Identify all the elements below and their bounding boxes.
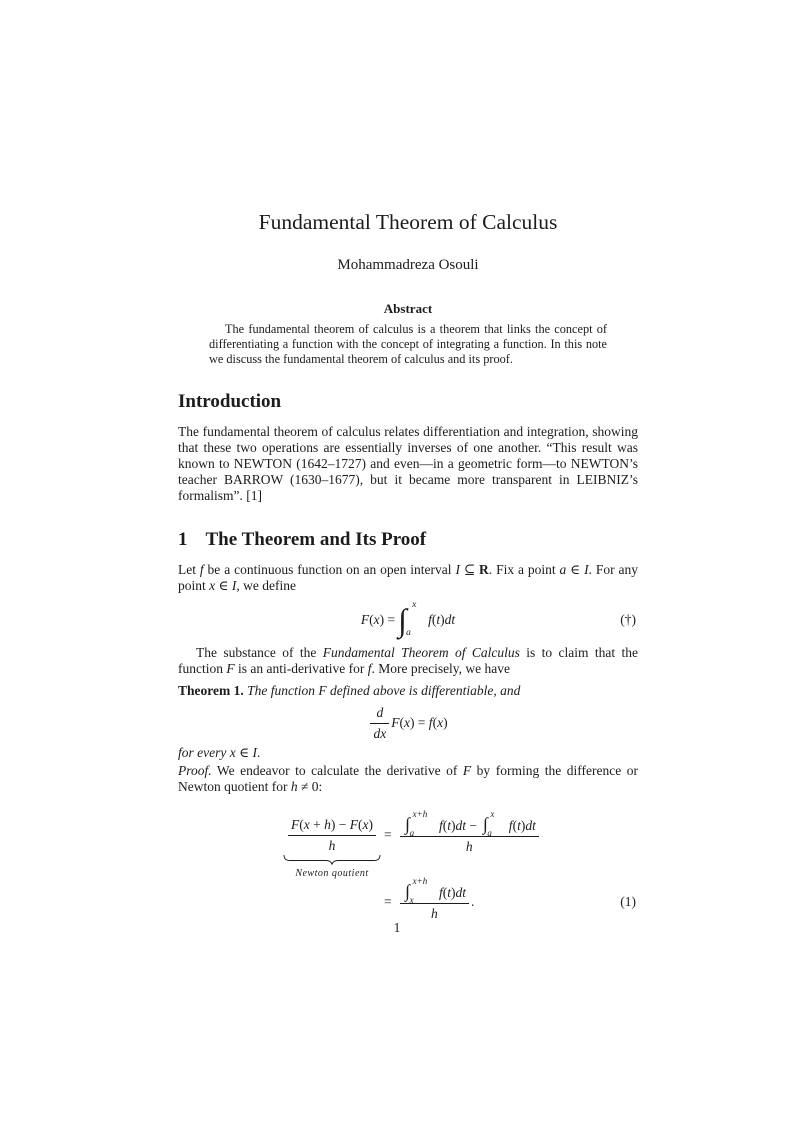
integral-lower-limit: a — [406, 627, 411, 638]
theorem-1 — [178, 683, 638, 699]
integral-sign: ∫ x+h x — [405, 876, 428, 906]
page-number: 1 — [393, 920, 401, 935]
fraction-ddx: $\frac{d}{dx}$ — [370, 705, 389, 742]
underbrace — [283, 855, 381, 865]
page-content — [178, 0, 638, 922]
integrand: f(t)dt — [508, 818, 536, 834]
underbrace-label: Newton qoutient — [295, 867, 369, 879]
theorem-body: The function F defined above is differentiable, and — [243, 683, 521, 699]
section-number: 1 — [178, 529, 188, 551]
display-equation-theorem — [178, 705, 638, 741]
newton-quotient-term — [286, 816, 378, 879]
section1-paragraph-1: Let f be a continuous function on an open interval I ⊆ R. Fix a point a ∈ I. For any point x ∈ I, we define — [178, 562, 638, 594]
integrand: f(t)dt — [439, 885, 467, 901]
integral-sign: ∫ x a — [482, 809, 495, 839]
abstract-heading: Abstract — [383, 301, 433, 316]
section1-paragraph-2: The substance of the Fundamental Theorem of Calculus is to claim that the function F is an anti-derivative for f. More precisely, we have — [178, 645, 638, 677]
integrand: f(t)dt — [428, 612, 456, 628]
abstract-text — [209, 322, 607, 366]
display-equation-definition — [178, 599, 638, 641]
theorem-equation-rhs: F(x) = f(x) — [391, 715, 448, 731]
derivation-line-2 — [178, 876, 638, 922]
derivation-equations — [178, 809, 638, 922]
section-heading-1 — [178, 528, 638, 552]
fraction-integrals: ∫ x+h a f(t)dt − ∫ x a f(t)dt h — [400, 815, 539, 855]
section-heading-introduction: Introduction — [178, 391, 282, 413]
equals-sign: = — [384, 894, 392, 910]
fraction-newton-quotient: $\frac{F(x + h) - F(x)}{h}$ — [288, 817, 376, 854]
proof-paragraph: Proof. We endeavor to calculate the derivative of F by forming the difference or Newton quotient for h ≠ 0: — [178, 763, 638, 795]
author: Mohammadreza Osouli — [337, 257, 479, 273]
abstract-paragraph: The fundamental theorem of calculus is a theorem that links the concept of differentiating a function with the concept of integrating a function. In this note we discuss the fundamental theorem of calculus and its proof. — [209, 322, 607, 366]
equation-tag-1: (1) — [620, 894, 636, 910]
equation-lhs: F(x) = — [360, 612, 396, 628]
integral-upper-limit: x — [412, 600, 417, 611]
introduction-paragraph: The fundamental theorem of calculus relates differentiation and integration, showing that these two operations are essentially inverses of one another. “This result was known to NEWTON (1642–1727) and even—in a geometric form—to NEWTON’s teacher BARROW (1630–1677), but it became more transparent in LEIBNIZ’s formalism”. [1] — [178, 424, 638, 504]
equation-tag-dagger: (†) — [620, 612, 636, 628]
minus-sign: − — [469, 818, 481, 834]
period: . — [471, 894, 475, 910]
theorem-after-text: for every x ∈ I. — [178, 745, 261, 761]
proof-label: Proof. — [178, 763, 212, 779]
section-title: The Theorem and Its Proof — [205, 529, 427, 551]
fraction-result: ∫ x+h x f(t)dt h — [400, 882, 469, 922]
integral-sign: ∫ x a — [398, 600, 417, 639]
equals-sign: = — [384, 827, 392, 843]
integrand: f(t)dt — [439, 818, 467, 834]
theorem-label: Theorem 1. — [178, 683, 244, 699]
integral-sign: ∫ x+h a — [405, 809, 428, 839]
derivation-line-1 — [178, 809, 638, 879]
page-title: Fundamental Theorem of Calculus — [258, 210, 558, 234]
